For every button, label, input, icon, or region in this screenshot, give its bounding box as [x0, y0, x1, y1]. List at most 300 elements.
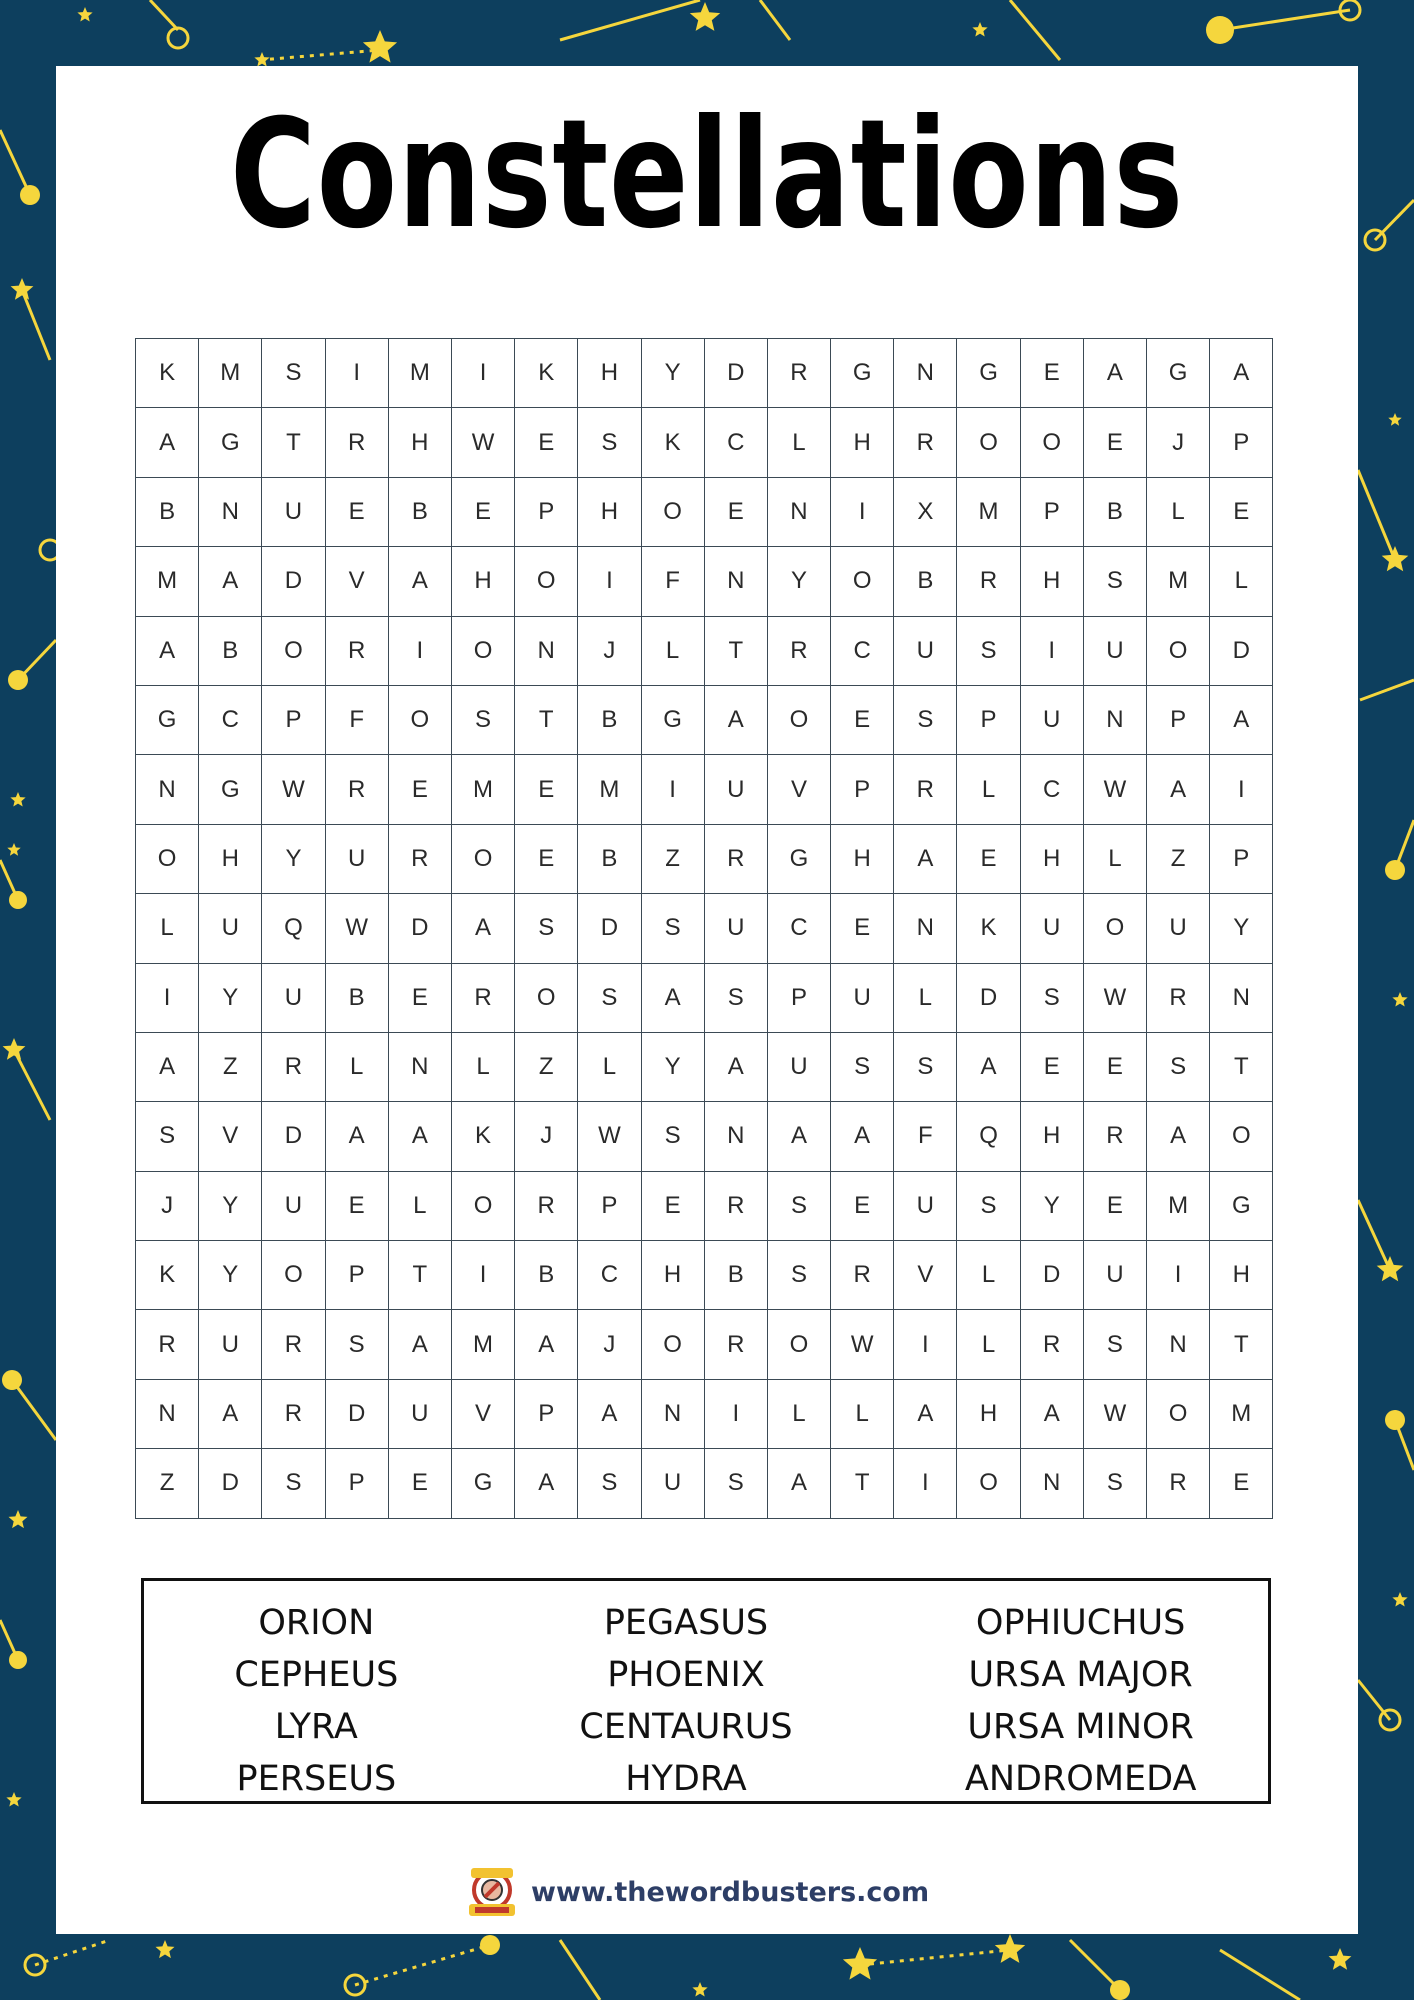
grid-cell[interactable]: A [957, 1033, 1020, 1102]
grid-cell[interactable]: A [199, 1380, 262, 1449]
grid-cell[interactable]: E [1021, 1033, 1084, 1102]
grid-cell[interactable]: P [957, 686, 1020, 755]
grid-cell[interactable]: N [642, 1380, 705, 1449]
grid-cell[interactable]: O [642, 1310, 705, 1379]
grid-cell[interactable]: D [199, 1449, 262, 1518]
grid-cell[interactable]: A [515, 1449, 578, 1518]
grid-cell[interactable]: A [768, 1449, 831, 1518]
grid-cell[interactable]: A [136, 617, 199, 686]
grid-cell[interactable]: I [642, 755, 705, 824]
grid-cell[interactable]: R [705, 1172, 768, 1241]
grid-cell[interactable]: R [326, 755, 389, 824]
grid-cell[interactable]: L [957, 1241, 1020, 1310]
grid-cell[interactable]: E [452, 478, 515, 547]
grid-cell[interactable]: R [894, 408, 957, 477]
grid-cell[interactable]: Y [642, 339, 705, 408]
grid-cell[interactable]: S [326, 1310, 389, 1379]
grid-cell[interactable]: O [642, 478, 705, 547]
grid-cell[interactable]: I [705, 1380, 768, 1449]
grid-cell[interactable]: B [578, 686, 641, 755]
grid-cell[interactable]: S [705, 964, 768, 1033]
grid-cell[interactable]: R [515, 1172, 578, 1241]
grid-cell[interactable]: L [389, 1172, 452, 1241]
grid-cell[interactable]: I [389, 617, 452, 686]
grid-cell[interactable]: P [1210, 408, 1273, 477]
grid-cell[interactable]: R [1021, 1310, 1084, 1379]
grid-cell[interactable]: P [515, 1380, 578, 1449]
grid-cell[interactable]: P [326, 1449, 389, 1518]
grid-cell[interactable]: N [1021, 1449, 1084, 1518]
grid-cell[interactable]: G [1210, 1172, 1273, 1241]
grid-cell[interactable]: H [199, 825, 262, 894]
grid-cell[interactable]: N [705, 547, 768, 616]
grid-cell[interactable]: G [199, 408, 262, 477]
grid-cell[interactable]: E [642, 1172, 705, 1241]
grid-cell[interactable]: U [642, 1449, 705, 1518]
grid-cell[interactable]: Z [136, 1449, 199, 1518]
grid-cell[interactable]: K [515, 339, 578, 408]
grid-cell[interactable]: G [957, 339, 1020, 408]
grid-cell[interactable]: T [705, 617, 768, 686]
grid-cell[interactable]: Y [1210, 894, 1273, 963]
grid-cell[interactable]: L [894, 964, 957, 1033]
grid-cell[interactable]: E [831, 1172, 894, 1241]
grid-cell[interactable]: W [326, 894, 389, 963]
grid-cell[interactable]: G [199, 755, 262, 824]
grid-cell[interactable]: Z [199, 1033, 262, 1102]
grid-cell[interactable]: G [831, 339, 894, 408]
grid-cell[interactable]: S [515, 894, 578, 963]
grid-cell[interactable]: O [452, 617, 515, 686]
grid-cell[interactable]: S [1084, 1310, 1147, 1379]
grid-cell[interactable]: A [578, 1380, 641, 1449]
grid-cell[interactable]: S [642, 894, 705, 963]
grid-cell[interactable]: E [831, 686, 894, 755]
grid-cell[interactable]: S [262, 1449, 325, 1518]
grid-cell[interactable]: M [1210, 1380, 1273, 1449]
grid-cell[interactable]: U [262, 478, 325, 547]
grid-cell[interactable]: F [894, 1102, 957, 1171]
grid-cell[interactable]: I [894, 1449, 957, 1518]
grid-cell[interactable]: L [768, 408, 831, 477]
grid-cell[interactable]: S [136, 1102, 199, 1171]
grid-cell[interactable]: W [831, 1310, 894, 1379]
grid-cell[interactable]: E [389, 964, 452, 1033]
grid-cell[interactable]: P [578, 1172, 641, 1241]
grid-cell[interactable]: N [894, 339, 957, 408]
grid-cell[interactable]: U [262, 964, 325, 1033]
grid-cell[interactable]: W [262, 755, 325, 824]
grid-cell[interactable]: P [326, 1241, 389, 1310]
grid-cell[interactable]: E [957, 825, 1020, 894]
grid-cell[interactable]: S [894, 1033, 957, 1102]
grid-cell[interactable]: I [326, 339, 389, 408]
grid-cell[interactable]: E [515, 825, 578, 894]
grid-cell[interactable]: R [262, 1033, 325, 1102]
grid-cell[interactable]: M [199, 339, 262, 408]
grid-cell[interactable]: U [705, 894, 768, 963]
grid-cell[interactable]: Y [199, 964, 262, 1033]
grid-cell[interactable]: U [894, 1172, 957, 1241]
grid-cell[interactable]: A [1084, 339, 1147, 408]
grid-cell[interactable]: I [831, 478, 894, 547]
grid-cell[interactable]: R [1147, 1449, 1210, 1518]
grid-cell[interactable]: H [578, 339, 641, 408]
grid-cell[interactable]: O [515, 547, 578, 616]
grid-cell[interactable]: O [1210, 1102, 1273, 1171]
grid-cell[interactable]: E [1084, 1033, 1147, 1102]
grid-cell[interactable]: W [578, 1102, 641, 1171]
grid-cell[interactable]: U [705, 755, 768, 824]
grid-cell[interactable]: N [1084, 686, 1147, 755]
grid-cell[interactable]: A [389, 547, 452, 616]
grid-cell[interactable]: T [831, 1449, 894, 1518]
grid-cell[interactable]: O [768, 686, 831, 755]
grid-cell[interactable]: M [957, 478, 1020, 547]
grid-cell[interactable]: C [578, 1241, 641, 1310]
grid-cell[interactable]: L [642, 617, 705, 686]
grid-cell[interactable]: I [1147, 1241, 1210, 1310]
grid-cell[interactable]: F [642, 547, 705, 616]
grid-cell[interactable]: B [136, 478, 199, 547]
grid-cell[interactable]: O [515, 964, 578, 1033]
grid-cell[interactable]: B [705, 1241, 768, 1310]
grid-cell[interactable]: K [642, 408, 705, 477]
grid-cell[interactable]: G [768, 825, 831, 894]
grid-cell[interactable]: D [262, 1102, 325, 1171]
grid-cell[interactable]: L [578, 1033, 641, 1102]
grid-cell[interactable]: U [389, 1380, 452, 1449]
grid-cell[interactable]: H [642, 1241, 705, 1310]
grid-cell[interactable]: A [136, 408, 199, 477]
grid-cell[interactable]: N [389, 1033, 452, 1102]
grid-cell[interactable]: L [768, 1380, 831, 1449]
grid-cell[interactable]: U [199, 894, 262, 963]
grid-cell[interactable]: T [515, 686, 578, 755]
grid-cell[interactable]: M [1147, 547, 1210, 616]
grid-cell[interactable]: S [578, 408, 641, 477]
grid-cell[interactable]: J [1147, 408, 1210, 477]
grid-cell[interactable]: L [326, 1033, 389, 1102]
grid-cell[interactable]: G [1147, 339, 1210, 408]
grid-cell[interactable]: E [326, 1172, 389, 1241]
grid-cell[interactable]: G [136, 686, 199, 755]
grid-cell[interactable]: S [262, 339, 325, 408]
grid-cell[interactable]: L [831, 1380, 894, 1449]
grid-cell[interactable]: A [1147, 1102, 1210, 1171]
grid-cell[interactable]: Y [199, 1172, 262, 1241]
grid-cell[interactable]: W [1084, 1380, 1147, 1449]
grid-cell[interactable]: N [1147, 1310, 1210, 1379]
grid-cell[interactable]: S [768, 1241, 831, 1310]
grid-cell[interactable]: L [452, 1033, 515, 1102]
grid-cell[interactable]: V [199, 1102, 262, 1171]
grid-cell[interactable]: P [262, 686, 325, 755]
grid-cell[interactable]: I [136, 964, 199, 1033]
grid-cell[interactable]: J [136, 1172, 199, 1241]
grid-cell[interactable]: P [515, 478, 578, 547]
grid-cell[interactable]: S [642, 1102, 705, 1171]
grid-cell[interactable]: H [452, 547, 515, 616]
grid-cell[interactable]: S [957, 1172, 1020, 1241]
grid-cell[interactable]: B [515, 1241, 578, 1310]
grid-cell[interactable]: O [957, 408, 1020, 477]
grid-cell[interactable]: R [1084, 1102, 1147, 1171]
grid-cell[interactable]: R [957, 547, 1020, 616]
grid-cell[interactable]: O [452, 1172, 515, 1241]
grid-cell[interactable]: S [894, 686, 957, 755]
grid-cell[interactable]: Z [642, 825, 705, 894]
grid-cell[interactable]: W [452, 408, 515, 477]
grid-cell[interactable]: D [262, 547, 325, 616]
grid-cell[interactable]: S [578, 964, 641, 1033]
grid-cell[interactable]: O [1021, 408, 1084, 477]
grid-cell[interactable]: E [831, 894, 894, 963]
grid-cell[interactable]: U [894, 617, 957, 686]
grid-cell[interactable]: R [768, 617, 831, 686]
grid-cell[interactable]: A [136, 1033, 199, 1102]
grid-cell[interactable]: E [1210, 478, 1273, 547]
grid-cell[interactable]: S [957, 617, 1020, 686]
grid-cell[interactable]: I [452, 339, 515, 408]
grid-cell[interactable]: A [894, 1380, 957, 1449]
grid-cell[interactable]: I [1021, 617, 1084, 686]
grid-cell[interactable]: M [136, 547, 199, 616]
grid-cell[interactable]: H [389, 408, 452, 477]
grid-cell[interactable]: R [136, 1310, 199, 1379]
grid-cell[interactable]: C [1021, 755, 1084, 824]
grid-cell[interactable]: Y [642, 1033, 705, 1102]
grid-cell[interactable]: L [957, 755, 1020, 824]
grid-cell[interactable]: R [1147, 964, 1210, 1033]
grid-cell[interactable]: K [136, 339, 199, 408]
grid-cell[interactable]: R [768, 339, 831, 408]
grid-cell[interactable]: U [262, 1172, 325, 1241]
grid-cell[interactable]: A [389, 1310, 452, 1379]
grid-cell[interactable]: H [831, 825, 894, 894]
grid-cell[interactable]: U [1021, 686, 1084, 755]
grid-cell[interactable]: U [1084, 617, 1147, 686]
grid-cell[interactable]: K [136, 1241, 199, 1310]
grid-cell[interactable]: R [831, 1241, 894, 1310]
grid-cell[interactable]: O [1147, 617, 1210, 686]
grid-cell[interactable]: L [1084, 825, 1147, 894]
grid-cell[interactable]: E [1021, 339, 1084, 408]
grid-cell[interactable]: N [515, 617, 578, 686]
grid-cell[interactable]: T [1210, 1310, 1273, 1379]
grid-cell[interactable]: E [515, 408, 578, 477]
grid-cell[interactable]: P [1147, 686, 1210, 755]
grid-cell[interactable]: R [326, 408, 389, 477]
grid-cell[interactable]: L [957, 1310, 1020, 1379]
grid-cell[interactable]: P [768, 964, 831, 1033]
grid-cell[interactable]: T [1210, 1033, 1273, 1102]
grid-cell[interactable]: O [262, 617, 325, 686]
grid-cell[interactable]: D [957, 964, 1020, 1033]
grid-cell[interactable]: T [389, 1241, 452, 1310]
grid-cell[interactable]: W [1084, 964, 1147, 1033]
grid-cell[interactable]: R [705, 1310, 768, 1379]
grid-cell[interactable]: A [1210, 339, 1273, 408]
grid-cell[interactable]: N [768, 478, 831, 547]
grid-cell[interactable]: F [326, 686, 389, 755]
grid-cell[interactable]: R [452, 964, 515, 1033]
grid-cell[interactable]: R [894, 755, 957, 824]
grid-cell[interactable]: V [326, 547, 389, 616]
grid-cell[interactable]: M [452, 1310, 515, 1379]
grid-cell[interactable]: E [1210, 1449, 1273, 1518]
grid-cell[interactable]: E [705, 478, 768, 547]
grid-cell[interactable]: B [894, 547, 957, 616]
grid-cell[interactable]: A [705, 1033, 768, 1102]
grid-cell[interactable]: A [389, 1102, 452, 1171]
grid-cell[interactable]: O [1084, 894, 1147, 963]
grid-cell[interactable]: E [1084, 408, 1147, 477]
grid-cell[interactable]: A [515, 1310, 578, 1379]
grid-cell[interactable]: J [515, 1102, 578, 1171]
grid-cell[interactable]: P [1210, 825, 1273, 894]
grid-cell[interactable]: P [831, 755, 894, 824]
grid-cell[interactable]: Y [1021, 1172, 1084, 1241]
grid-cell[interactable]: W [1084, 755, 1147, 824]
grid-cell[interactable]: U [1084, 1241, 1147, 1310]
grid-cell[interactable]: O [262, 1241, 325, 1310]
grid-cell[interactable]: D [1021, 1241, 1084, 1310]
grid-cell[interactable]: H [1210, 1241, 1273, 1310]
grid-cell[interactable]: J [578, 617, 641, 686]
grid-cell[interactable]: D [1210, 617, 1273, 686]
grid-cell[interactable]: I [894, 1310, 957, 1379]
grid-cell[interactable]: I [1210, 755, 1273, 824]
grid-cell[interactable]: H [831, 408, 894, 477]
grid-cell[interactable]: A [1147, 755, 1210, 824]
grid-cell[interactable]: N [136, 1380, 199, 1449]
grid-cell[interactable]: R [326, 617, 389, 686]
grid-cell[interactable]: A [452, 894, 515, 963]
grid-cell[interactable]: I [578, 547, 641, 616]
grid-cell[interactable]: U [1147, 894, 1210, 963]
grid-cell[interactable]: V [894, 1241, 957, 1310]
grid-cell[interactable]: O [452, 825, 515, 894]
grid-cell[interactable]: V [452, 1380, 515, 1449]
website-link[interactable]: www.thewordbusters.com [531, 1876, 930, 1908]
grid-cell[interactable]: Y [768, 547, 831, 616]
grid-cell[interactable]: G [642, 686, 705, 755]
grid-cell[interactable]: U [326, 825, 389, 894]
grid-cell[interactable]: E [389, 755, 452, 824]
grid-cell[interactable]: E [326, 478, 389, 547]
grid-cell[interactable]: A [705, 686, 768, 755]
grid-cell[interactable]: M [1147, 1172, 1210, 1241]
grid-cell[interactable]: N [894, 894, 957, 963]
grid-cell[interactable]: Y [262, 825, 325, 894]
grid-cell[interactable]: C [705, 408, 768, 477]
grid-cell[interactable]: C [768, 894, 831, 963]
grid-cell[interactable]: R [705, 825, 768, 894]
grid-cell[interactable]: E [1084, 1172, 1147, 1241]
grid-cell[interactable]: H [1021, 825, 1084, 894]
grid-cell[interactable]: N [705, 1102, 768, 1171]
grid-cell[interactable]: M [452, 755, 515, 824]
grid-cell[interactable]: U [831, 964, 894, 1033]
grid-cell[interactable]: X [894, 478, 957, 547]
grid-cell[interactable]: O [831, 547, 894, 616]
grid-cell[interactable]: J [578, 1310, 641, 1379]
grid-cell[interactable]: U [199, 1310, 262, 1379]
grid-cell[interactable]: H [1021, 547, 1084, 616]
grid-cell[interactable]: Z [1147, 825, 1210, 894]
grid-cell[interactable]: D [578, 894, 641, 963]
grid-cell[interactable]: N [199, 478, 262, 547]
grid-cell[interactable]: A [1021, 1380, 1084, 1449]
grid-cell[interactable]: K [957, 894, 1020, 963]
grid-cell[interactable]: H [578, 478, 641, 547]
grid-cell[interactable]: A [642, 964, 705, 1033]
grid-cell[interactable]: D [326, 1380, 389, 1449]
grid-cell[interactable]: M [578, 755, 641, 824]
grid-cell[interactable]: S [1084, 1449, 1147, 1518]
grid-cell[interactable]: A [199, 547, 262, 616]
grid-cell[interactable]: R [389, 825, 452, 894]
grid-cell[interactable]: R [262, 1310, 325, 1379]
grid-cell[interactable]: O [136, 825, 199, 894]
grid-cell[interactable]: U [768, 1033, 831, 1102]
grid-cell[interactable]: O [389, 686, 452, 755]
grid-cell[interactable]: U [1021, 894, 1084, 963]
grid-cell[interactable]: B [199, 617, 262, 686]
grid-cell[interactable]: C [831, 617, 894, 686]
grid-cell[interactable]: S [768, 1172, 831, 1241]
grid-cell[interactable]: A [831, 1102, 894, 1171]
grid-cell[interactable]: S [452, 686, 515, 755]
grid-cell[interactable]: R [262, 1380, 325, 1449]
grid-cell[interactable]: G [452, 1449, 515, 1518]
grid-cell[interactable]: S [578, 1449, 641, 1518]
grid-cell[interactable]: Z [515, 1033, 578, 1102]
grid-cell[interactable]: A [326, 1102, 389, 1171]
grid-cell[interactable]: S [1084, 547, 1147, 616]
grid-cell[interactable]: S [831, 1033, 894, 1102]
grid-cell[interactable]: A [768, 1102, 831, 1171]
grid-cell[interactable]: Q [262, 894, 325, 963]
grid-cell[interactable]: H [957, 1380, 1020, 1449]
grid-cell[interactable]: Y [199, 1241, 262, 1310]
grid-cell[interactable]: P [1021, 478, 1084, 547]
grid-cell[interactable]: V [768, 755, 831, 824]
grid-cell[interactable]: C [199, 686, 262, 755]
grid-cell[interactable]: S [705, 1449, 768, 1518]
grid-cell[interactable]: S [1147, 1033, 1210, 1102]
grid-cell[interactable]: B [1084, 478, 1147, 547]
grid-cell[interactable]: D [389, 894, 452, 963]
grid-cell[interactable]: L [136, 894, 199, 963]
grid-cell[interactable]: I [452, 1241, 515, 1310]
grid-cell[interactable]: O [957, 1449, 1020, 1518]
grid-cell[interactable]: O [1147, 1380, 1210, 1449]
grid-cell[interactable]: B [326, 964, 389, 1033]
grid-cell[interactable]: H [1021, 1102, 1084, 1171]
grid-cell[interactable]: O [768, 1310, 831, 1379]
grid-cell[interactable]: T [262, 408, 325, 477]
grid-cell[interactable]: A [1210, 686, 1273, 755]
grid-cell[interactable]: L [1147, 478, 1210, 547]
grid-cell[interactable]: E [515, 755, 578, 824]
grid-cell[interactable]: E [389, 1449, 452, 1518]
grid-cell[interactable]: D [705, 339, 768, 408]
grid-cell[interactable]: B [389, 478, 452, 547]
grid-cell[interactable]: B [578, 825, 641, 894]
grid-cell[interactable]: Q [957, 1102, 1020, 1171]
